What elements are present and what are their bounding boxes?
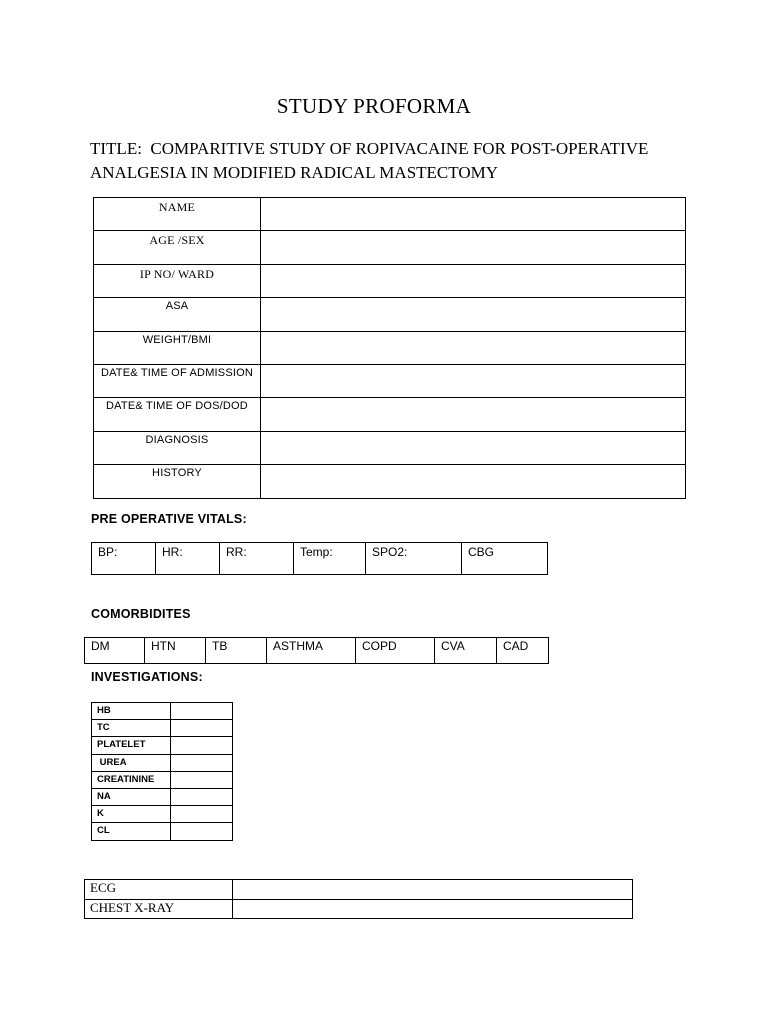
table-row [94, 398, 686, 431]
label-weight-bmi: WEIGHT/BMI [94, 331, 261, 364]
imaging-label-chest-xray: CHEST X-RAY [85, 899, 233, 919]
vital-spo2[interactable]: SPO2: [366, 543, 462, 575]
study-title [90, 137, 710, 185]
field-ip-no-ward[interactable] [261, 264, 686, 297]
field-weight-bmi[interactable] [261, 331, 686, 364]
comorbidities-heading: COMORBIDITES [91, 607, 191, 621]
vital-rr[interactable]: RR: [220, 543, 294, 575]
investigation-value-k[interactable] [171, 806, 233, 823]
comorbidities-table [84, 637, 549, 664]
table-row [94, 465, 686, 498]
label-dos-dod-datetime: DATE& TIME OF DOS/DOD [94, 398, 261, 431]
investigation-value-cl[interactable] [171, 823, 233, 840]
investigation-label-tc: TC [92, 720, 171, 737]
imaging-label-ecg: ECG [85, 880, 233, 900]
table-row [92, 771, 233, 788]
label-diagnosis: DIAGNOSIS [94, 431, 261, 464]
table-row [92, 703, 233, 720]
table-row [92, 720, 233, 737]
investigation-label-creatinine: CREATININE [92, 771, 171, 788]
investigations-heading: INVESTIGATIONS: [91, 670, 203, 684]
investigation-value-tc[interactable] [171, 720, 233, 737]
imaging-value-chest-xray[interactable] [233, 899, 633, 919]
study-title-line-1: TITLE: COMPARITIVE STUDY OF ROPIVACAINE FOR POST-OPERATIVE [90, 139, 649, 158]
investigation-label-urea: UREA [92, 754, 171, 771]
comorbidity-cad[interactable]: CAD [497, 638, 549, 664]
investigation-value-platelet[interactable] [171, 737, 233, 754]
label-admission-datetime: DATE& TIME OF ADMISSION [94, 364, 261, 397]
table-row [92, 823, 233, 840]
investigation-label-k: K [92, 806, 171, 823]
comorbidity-asthma[interactable]: ASTHMA [267, 638, 356, 664]
label-ip-no-ward: IP NO/ WARD [94, 264, 261, 297]
vital-cbg[interactable]: CBG [462, 543, 548, 575]
table-row [94, 264, 686, 297]
document-heading: STUDY PROFORMA [276, 94, 472, 118]
investigation-value-creatinine[interactable] [171, 771, 233, 788]
table-row [92, 754, 233, 771]
table-row [94, 364, 686, 397]
investigation-label-na: NA [92, 788, 171, 805]
table-row [92, 788, 233, 805]
table-row [94, 431, 686, 464]
imaging-value-ecg[interactable] [233, 880, 633, 900]
field-asa[interactable] [261, 298, 686, 331]
investigation-value-hb[interactable] [171, 703, 233, 720]
table-row [94, 231, 686, 264]
comorbidity-cva[interactable]: CVA [435, 638, 497, 664]
label-age-sex: AGE /SEX [94, 231, 261, 264]
label-history: HISTORY [94, 465, 261, 498]
table-row [92, 543, 548, 575]
comorbidity-copd[interactable]: COPD [356, 638, 435, 664]
patient-details-table [93, 197, 686, 499]
table-row [92, 806, 233, 823]
vital-bp[interactable]: BP: [92, 543, 156, 575]
table-row [94, 198, 686, 231]
table-row [94, 331, 686, 364]
table-row [94, 298, 686, 331]
label-asa: ASA [94, 298, 261, 331]
table-row [85, 638, 549, 664]
field-diagnosis[interactable] [261, 431, 686, 464]
investigation-label-platelet: PLATELET [92, 737, 171, 754]
pre-operative-vitals-table [91, 542, 548, 575]
table-row [92, 737, 233, 754]
investigations-table [91, 702, 233, 841]
imaging-table [84, 879, 633, 919]
investigation-label-hb: HB [92, 703, 171, 720]
comorbidity-htn[interactable]: HTN [145, 638, 206, 664]
investigation-label-cl: CL [92, 823, 171, 840]
pre-operative-vitals-heading: PRE OPERATIVE VITALS: [91, 512, 247, 526]
investigation-value-urea[interactable] [171, 754, 233, 771]
field-name[interactable] [261, 198, 686, 231]
comorbidity-tb[interactable]: TB [206, 638, 267, 664]
field-admission-datetime[interactable] [261, 364, 686, 397]
label-name: NAME [94, 198, 261, 231]
study-title-line-2: ANALGESIA IN MODIFIED RADICAL MASTECTOMY [90, 163, 498, 182]
comorbidity-dm[interactable]: DM [85, 638, 145, 664]
field-dos-dod-datetime[interactable] [261, 398, 686, 431]
investigation-value-na[interactable] [171, 788, 233, 805]
table-row [85, 880, 633, 900]
field-age-sex[interactable] [261, 231, 686, 264]
vital-hr[interactable]: HR: [156, 543, 220, 575]
table-row [85, 899, 633, 919]
field-history[interactable] [261, 465, 686, 498]
vital-temp[interactable]: Temp: [294, 543, 366, 575]
